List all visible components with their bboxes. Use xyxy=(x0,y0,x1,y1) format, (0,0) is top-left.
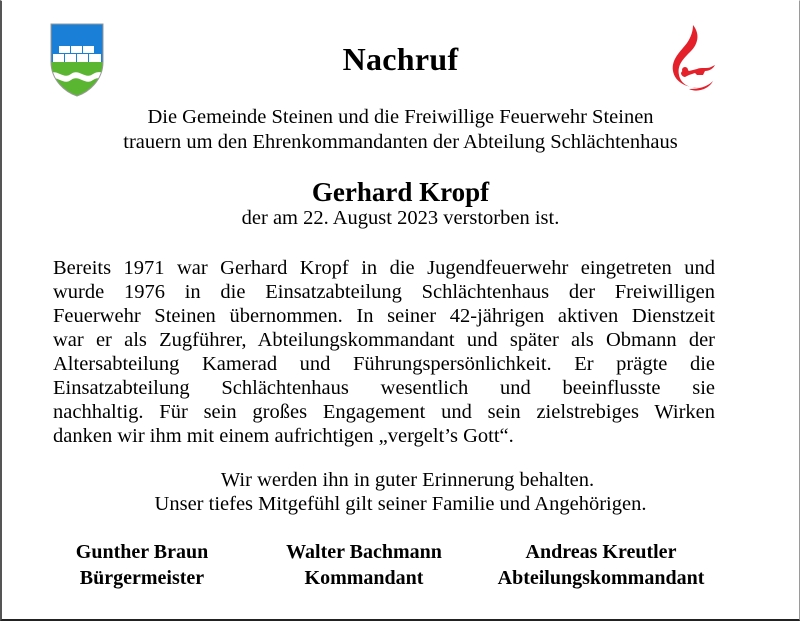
signatories xyxy=(2,539,799,595)
signatory-role: Abteilungskommandant xyxy=(497,567,705,589)
signatory-role: Bürgermeister xyxy=(79,567,205,589)
intro-text xyxy=(2,105,799,155)
signatory xyxy=(264,539,464,591)
body-line: Bereits 1971 war Gerhard Kropf in die Jugendfeuerwehr eingetreten und xyxy=(53,257,715,279)
signatory-role: Kommandant xyxy=(304,567,424,589)
page-title: Nachruf xyxy=(342,41,459,77)
signatory-name: Walter Bachmann xyxy=(286,541,442,563)
body-line: danken wir ihm mit einem aufrichtigen „vergelt’s Gott“. xyxy=(53,425,514,447)
body-line: Altersabteilung Kamerad und Führungspersönlichkeit. Er prägte die xyxy=(53,353,715,375)
closing-line: Unser tiefes Mitgefühl gilt seiner Familie und Angehörigen. xyxy=(154,493,647,515)
closing-line: Wir werden ihn in guter Erinnerung behalten. xyxy=(220,469,595,491)
body-line: war er als Zugführer, Abteilungskommandant und später als Obmann der xyxy=(53,329,715,351)
body-line: nachhaltig. Für sein großes Engagement und sein zielstrebiges Wirken xyxy=(53,401,715,423)
closing-text xyxy=(2,468,799,516)
obituary-body xyxy=(53,256,715,448)
signatory-name: Gunther Braun xyxy=(75,541,209,563)
intro-line: Die Gemeinde Steinen und die Freiwillige Feuerwehr Steinen xyxy=(147,106,654,128)
body-line: Einsatzabteilung Schlächtenhaus wesentlich und beeinflusste sie xyxy=(53,377,715,399)
signatory xyxy=(52,539,232,591)
intro-line: trauern um den Ehrenkommandanten der Abteilung Schlächtenhaus xyxy=(123,131,678,153)
body-line: wurde 1976 in die Einsatzabteilung Schlächtenhaus der Freiwilligen xyxy=(53,281,715,303)
body-line: Feuerwehr Steinen übernommen. In seiner 42-jährigen aktiven Dienstzeit xyxy=(53,305,715,327)
signatory xyxy=(472,539,730,591)
death-date-line: der am 22. August 2023 verstorben ist. xyxy=(241,207,560,229)
signatory-name: Andreas Kreutler xyxy=(525,541,677,563)
deceased-name: Gerhard Kropf xyxy=(311,177,490,207)
